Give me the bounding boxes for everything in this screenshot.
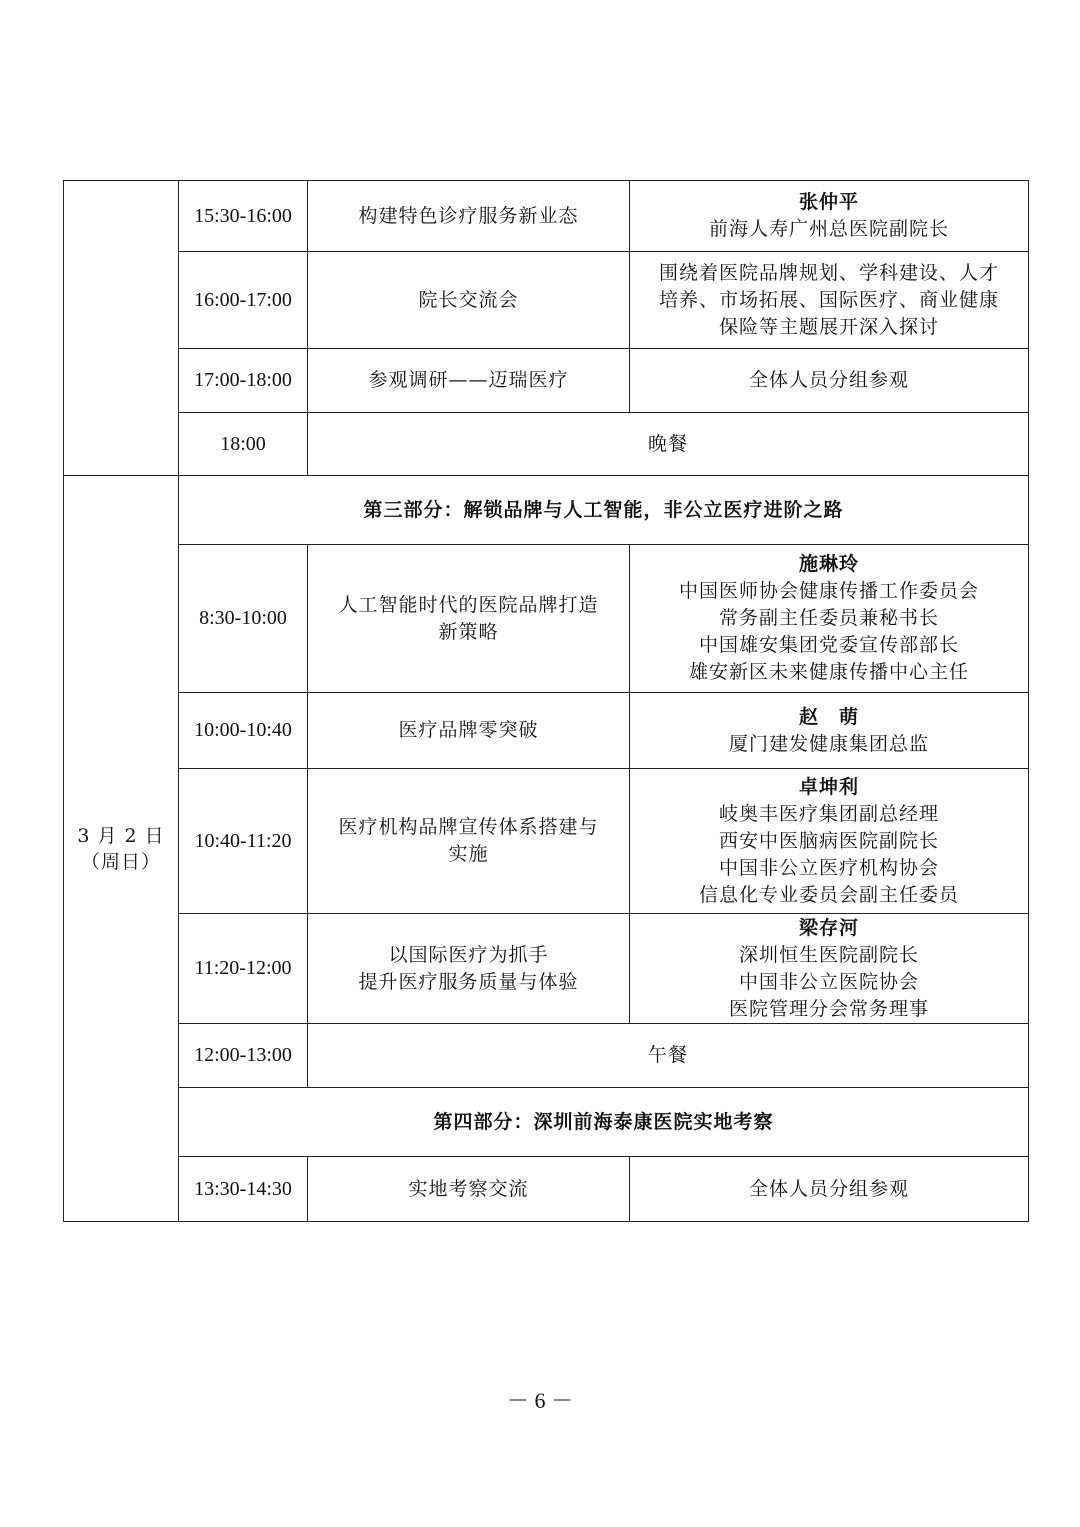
topic-cell (308, 181, 630, 252)
speaker-title-line: 西安中医脑病医院副院长 (718, 829, 939, 852)
table-row (64, 1157, 1029, 1222)
topic-line: 人工智能时代的医院品牌打造 (338, 593, 599, 616)
speaker-title-line: 中国雄安集团党委宣传部部长 (698, 634, 959, 656)
speaker-name: 卓坤利 (798, 775, 859, 798)
table-row (64, 769, 1029, 914)
topic-cell (308, 252, 630, 349)
topic-line: 以国际医疗为抓手 (388, 943, 549, 966)
section-title: 第三部分：解锁品牌与人工智能，非公立医疗进阶之路 (179, 476, 1029, 545)
time-cell: 10:40-11:20 (179, 769, 308, 914)
time-cell: 18:00 (179, 413, 308, 476)
speaker-name: 施琳玲 (798, 553, 859, 575)
time-cell: 13:30-14:30 (179, 1157, 308, 1222)
description-line: 围绕着医院品牌规划、学科建设、人才 (658, 261, 999, 284)
topic-cell (308, 545, 630, 693)
speaker-title-line: 岐奥丰医疗集团副总经理 (718, 802, 939, 825)
table-row (64, 545, 1029, 693)
date-text: 3 月 2 日 (77, 824, 165, 847)
topic-line: 参观调研——迈瑞医疗 (368, 369, 569, 391)
speaker-title-line: 信息化专业委员会副主任委员 (698, 883, 959, 906)
section-row (64, 476, 1029, 545)
time-cell: 11:20-12:00 (179, 914, 308, 1024)
speaker-title-line: 雄安新区未来健康传播中心主任 (688, 661, 969, 683)
speaker-cell (630, 252, 1029, 349)
topic-cell (308, 914, 630, 1024)
topic-line: 提升医疗服务质量与体验 (358, 970, 579, 993)
speaker-title-line: 中国非公立医院协会 (738, 970, 919, 993)
speaker-title-line: 厦门建发健康集团总监 (728, 732, 929, 755)
topic-cell: 实地考察交流 (308, 1157, 630, 1222)
note-cell: 全体人员分组参观 (630, 1157, 1029, 1222)
table-row (64, 413, 1029, 476)
topic-line: 实施 (448, 843, 489, 865)
speaker-title-line: 中国医师协会健康传播工作委员会 (678, 580, 979, 602)
topic-line: 新策略 (438, 620, 499, 643)
table-row (64, 914, 1029, 1024)
time-cell: 16:00-17:00 (179, 252, 308, 349)
weekday-text: （周日） (80, 850, 161, 873)
note-cell (630, 349, 1029, 413)
speaker-name: 张仲平 (798, 191, 859, 213)
description-line: 培养、市场拓展、国际医疗、商业健康 (658, 288, 999, 311)
time-cell: 10:00-10:40 (179, 693, 308, 769)
speaker-cell (630, 914, 1029, 1024)
speaker-title-line: 深圳恒生医院副院长 (738, 943, 919, 966)
schedule-table (63, 180, 1029, 1222)
speaker-title-line: 常务副主任委员兼秘书长 (718, 607, 939, 629)
topic-cell (308, 349, 630, 413)
time-cell: 12:00-13:00 (179, 1024, 308, 1088)
speaker-name: 梁存河 (798, 916, 859, 939)
topic-cell (308, 769, 630, 914)
section-title: 第四部分：深圳前海泰康医院实地考察 (179, 1088, 1029, 1157)
topic-line: 院长交流会 (418, 288, 519, 311)
speaker-cell (630, 693, 1029, 769)
note-line: 全体人员分组参观 (748, 369, 909, 391)
meal-cell: 午餐 (308, 1024, 1029, 1088)
speaker-title-line: 中国非公立医疗机构协会 (718, 856, 939, 879)
section-row (64, 1088, 1029, 1157)
topic-cell (308, 693, 630, 769)
speaker-cell (630, 769, 1029, 914)
topic-line: 医疗品牌零突破 (398, 719, 539, 741)
meal-cell: 晚餐 (308, 413, 1029, 476)
table-row (64, 181, 1029, 252)
time-cell: 15:30-16:00 (179, 181, 308, 252)
speaker-title-line: 前海人寿广州总医院副院长 (708, 218, 949, 240)
speaker-cell (630, 181, 1029, 252)
time-cell: 8:30-10:00 (179, 545, 308, 693)
speaker-name: 赵 萌 (798, 705, 859, 728)
table-row (64, 693, 1029, 769)
table-row (64, 1024, 1029, 1088)
date-cell-empty (64, 181, 179, 476)
topic-line: 医疗机构品牌宣传体系搭建与 (338, 816, 599, 838)
table-row (64, 349, 1029, 413)
description-line: 保险等主题展开深入探讨 (718, 315, 939, 338)
page-number: － 6 － (506, 1388, 573, 1413)
date-cell (64, 476, 179, 1222)
topic-line: 构建特色诊疗服务新业态 (358, 204, 579, 227)
table-row (64, 252, 1029, 349)
time-cell: 17:00-18:00 (179, 349, 308, 413)
speaker-cell (630, 545, 1029, 693)
speaker-title-line: 医院管理分会常务理事 (728, 997, 929, 1020)
